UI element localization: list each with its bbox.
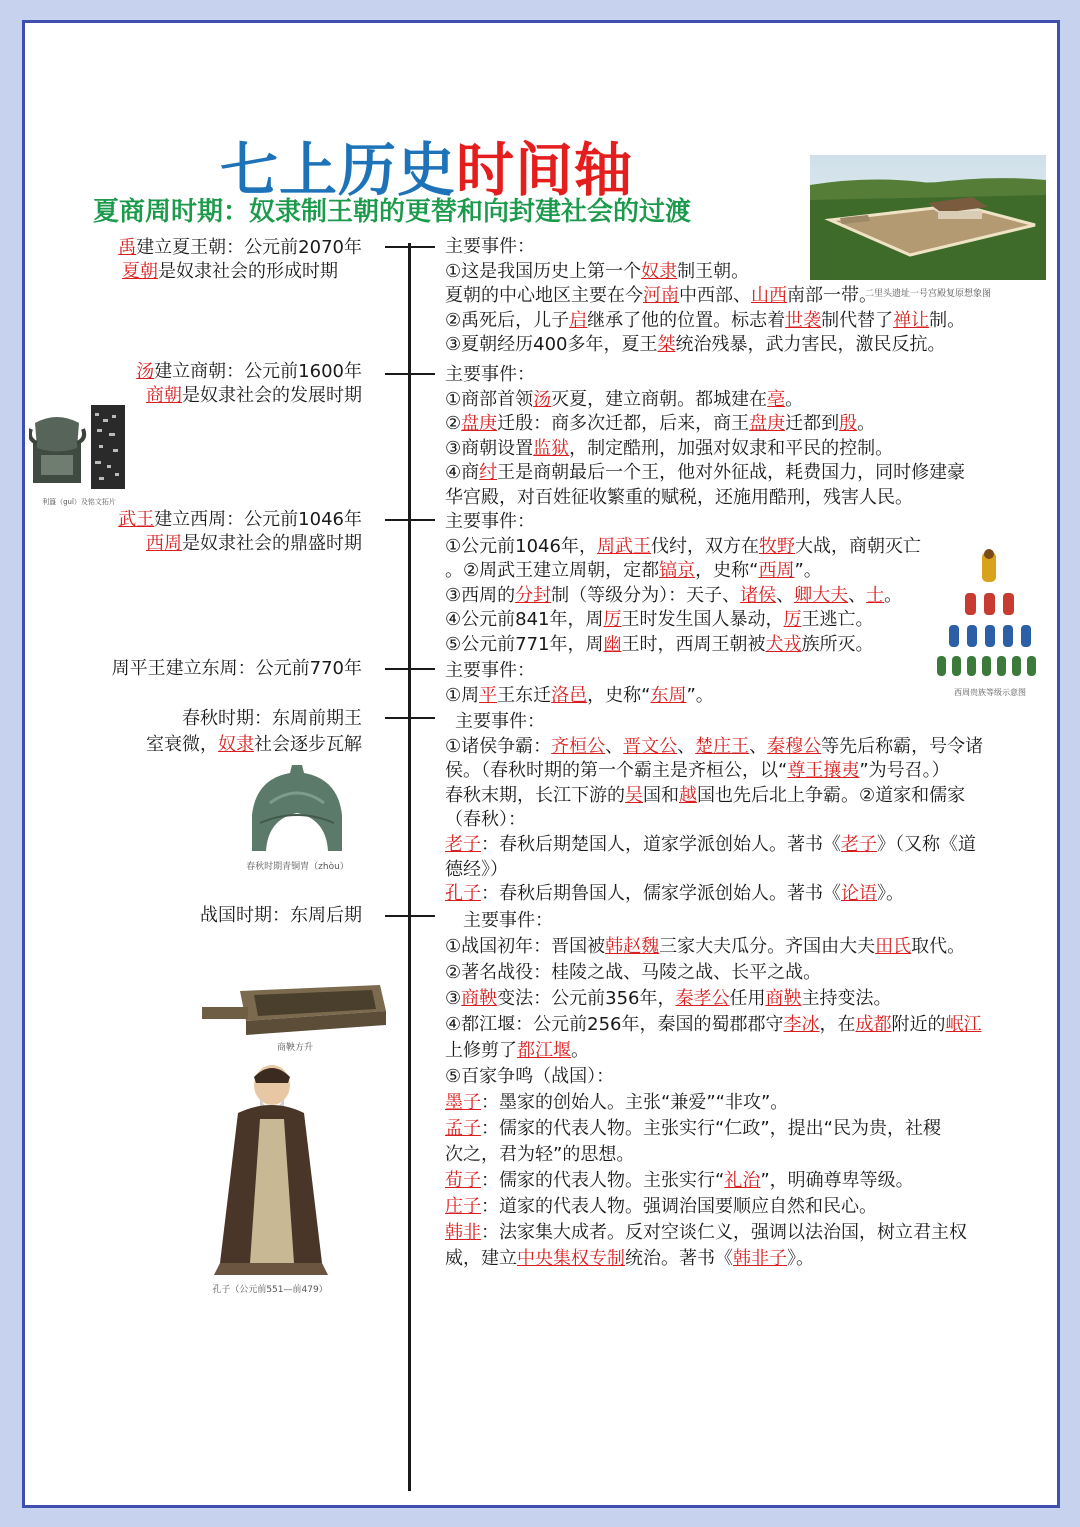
shengfang-caption: 商鞅方升 (276, 1043, 313, 1053)
event-text: ①这是我国历史上第一个 (445, 260, 642, 282)
helmet-caption: 春秋时期青铜胄（zhòu） (246, 862, 349, 872)
events-header: 主要事件： (445, 236, 535, 257)
keyword-highlight: 孟子 (445, 1118, 481, 1139)
event-line (445, 858, 1045, 883)
event-text: 侯。（春秋时期的第一个霸主是齐桓公，以“ (445, 760, 788, 782)
timeline-tick-xizhou (385, 519, 435, 521)
event-text: 。 (785, 388, 804, 410)
event-text: 。 (884, 584, 903, 606)
event-text: 迁殷：商多次迁都，后来，商王 (497, 413, 750, 435)
event-text: ④公元前841年，周 (445, 609, 604, 631)
keyword-highlight: 厉 (603, 609, 622, 631)
event-text: 制代替了 (821, 309, 894, 331)
keyword-highlight: 论语 (841, 883, 877, 905)
keyword-highlight: 庄子 (445, 1196, 481, 1217)
event-line (445, 882, 1045, 907)
keyword-highlight: 岷江 (945, 1014, 982, 1035)
page (22, 20, 1060, 1508)
event-line (445, 986, 1045, 1012)
event-text: 国和 (643, 784, 679, 806)
keyword-highlight: 韩非 (445, 1222, 481, 1243)
event-text: ①战国初年：晋国被 (445, 936, 606, 957)
event-text: 王时发生国人暴动， (621, 609, 784, 631)
event-text: 中西部、 (679, 285, 751, 307)
event-text: 族所灭。 (801, 633, 874, 655)
period-label-dongzhou: 周平王建立东周：公元前770年 (111, 658, 362, 679)
confucius-illustration (200, 1063, 340, 1298)
event-line (445, 784, 1045, 809)
keyword-highlight: 齐桓公 (551, 735, 606, 757)
event-line (445, 1142, 1045, 1168)
event-text: 上修剪了 (445, 1040, 517, 1061)
event-line (445, 833, 1045, 858)
keyword-highlight: 孔子 (445, 883, 481, 905)
event-text: ③ (445, 988, 462, 1009)
event-line (445, 1194, 1045, 1220)
event-text: 》（又称《道 (877, 833, 976, 855)
event-text: 。②周武王建立周朝，定都 (445, 560, 660, 582)
event-text: 夏朝的中心地区主要在今 (445, 285, 643, 307)
keyword-highlight: 中央集权专制 (517, 1248, 625, 1269)
keyword-highlight: 卿大夫 (794, 584, 849, 606)
event-text: ，史称“ (695, 560, 759, 582)
event-text: 华宫殿，对百姓征收繁重的赋税，还施用酷刑，残害人民。 (445, 486, 913, 508)
event-line (445, 333, 1045, 358)
event-text: 德经》） (445, 858, 508, 880)
events-chunqiu (445, 710, 1045, 907)
event-text: 等先后称霸，号令诸 (821, 735, 984, 757)
event-text: 威，建立 (445, 1248, 517, 1269)
event-line (445, 608, 1045, 633)
events-header: 主要事件： (445, 511, 535, 532)
keyword-highlight: 平 (479, 684, 498, 706)
event-line (445, 1090, 1045, 1116)
pyramid-caption: 西周贵族等级示意图 (954, 688, 1026, 697)
event-text: 、 (776, 584, 795, 606)
event-text: 次之，君为轻”的思想。 (445, 1144, 635, 1165)
event-text: 王时，西周王朝被 (621, 633, 766, 655)
keyword-highlight: 牧野 (758, 535, 795, 557)
event-text: 。 (571, 1040, 589, 1061)
page-title: 七上历史时间轴 (220, 136, 634, 204)
event-line (445, 461, 1045, 486)
keyword-highlight: 尊王攘夷 (787, 760, 860, 782)
event-text: 、 (605, 735, 624, 757)
timeline-tick-shang (385, 373, 435, 375)
events-shang (445, 363, 1045, 511)
keyword-highlight: 秦孝公 (675, 988, 730, 1009)
event-line (445, 412, 1045, 437)
event-line (445, 1168, 1045, 1194)
keyword-highlight: 殷 (839, 413, 858, 435)
timeline-axis (408, 243, 411, 1491)
event-text: 迁都到 (785, 413, 840, 435)
events-xia (445, 235, 1045, 358)
event-text: ①诸侯争霸： (445, 735, 552, 757)
event-line (445, 960, 1045, 986)
keyword-highlight: 周武王 (596, 535, 651, 557)
event-line (445, 437, 1045, 462)
palace-caption: 二里头遗址一号宫殿复原想象图 (864, 289, 991, 299)
timeline-tick-zhanguo (385, 915, 435, 917)
event-line (445, 260, 1045, 285)
keyword-highlight: 韩非子 (733, 1248, 787, 1269)
event-text: 王东迁 (497, 684, 552, 706)
period-label-xizhou: 武王建立西周：公元前1046年 西周是奴隶社会的鼎盛时期 (118, 509, 362, 554)
event-line (445, 934, 1045, 960)
keyword-highlight: 诸侯 (740, 584, 777, 606)
event-text: ”为号召。） (859, 760, 950, 782)
event-text: 伐纣，双方在 (650, 535, 759, 557)
period-label-chunqiu: 春秋时期：东周前期王 室衰微，奴隶社会逐步瓦解 (146, 708, 362, 755)
event-text: ③夏朝经历400多年，夏王 (445, 334, 658, 356)
events-zhanguo (445, 908, 1045, 1272)
event-text: ④都江堰：公元前256年，秦国的蜀郡郡守 (445, 1014, 784, 1035)
event-text: ：道家的代表人物。强调治国要顺应自然和民心。 (481, 1196, 877, 1217)
event-text: 王是商朝最后一个王，他对外征战，耗费国力，同时修建豪 (497, 462, 966, 484)
keyword-highlight: 西周 (758, 560, 795, 582)
events-header: 主要事件： (455, 711, 545, 732)
event-text: 王逃亡。 (801, 609, 874, 631)
events-header: 主要事件： (445, 364, 535, 385)
event-text: 灭夏，建立商朝。都城建在 (551, 388, 768, 410)
gui-image (29, 403, 129, 493)
keyword-highlight: 山西 (751, 285, 787, 307)
keyword-highlight: 田氏 (875, 936, 912, 957)
keyword-highlight: 礼治 (724, 1170, 761, 1191)
event-line (445, 388, 1045, 413)
keyword-highlight: 成都 (855, 1014, 892, 1035)
gui-illustration (29, 403, 129, 506)
keyword-highlight: 亳 (767, 388, 786, 410)
event-text: 继承了他的位置。标志着 (587, 309, 786, 331)
keyword-highlight: 晋文公 (623, 735, 678, 757)
shengfang-illustration (200, 981, 390, 1056)
event-text: ”。 (794, 560, 822, 582)
period-label-shang: 汤建立商朝：公元前1600年 商朝是奴隶社会的发展时期 (136, 361, 362, 406)
event-text: ④商 (445, 462, 480, 484)
event-text: 大战，商朝灭亡 (794, 535, 921, 557)
event-text: 、 (749, 735, 768, 757)
event-text: ：儒家的代表人物。主张实行“ (481, 1170, 725, 1191)
keyword-highlight: 桀 (657, 334, 676, 356)
event-text: ”，明确尊卑等级。 (760, 1170, 914, 1191)
confucius-caption: 孔子（公元前551—前479） (212, 1285, 328, 1295)
event-text: ③商朝设置 (445, 437, 534, 459)
event-text: 国也先后北上争霸。②道家和儒家 (697, 784, 966, 806)
keyword-highlight: 都江堰 (517, 1040, 571, 1061)
events-xizhou (445, 510, 1045, 658)
events-dongzhou (445, 659, 1045, 708)
event-line (445, 486, 1045, 511)
keyword-highlight: 监狱 (533, 437, 570, 459)
event-text: 主持变法。 (801, 988, 892, 1009)
event-text: 三家大夫瓜分。齐国由大夫 (659, 936, 876, 957)
event-line (445, 1064, 1045, 1090)
event-text: 、 (677, 735, 696, 757)
event-line (445, 633, 1045, 658)
keyword-highlight: 镐京 (659, 560, 696, 582)
keyword-highlight: 楚庄王 (695, 735, 750, 757)
event-line (445, 284, 1045, 309)
keyword-highlight: 启 (569, 309, 588, 331)
keyword-highlight: 纣 (479, 462, 498, 484)
keyword-highlight: 吴 (625, 784, 643, 806)
keyword-highlight: 奴隶 (641, 260, 678, 282)
keyword-highlight: 犬戎 (765, 633, 802, 655)
event-line (445, 1012, 1045, 1038)
shengfang-image (200, 981, 390, 1036)
keyword-highlight: 商鞅 (461, 988, 498, 1009)
event-line (445, 559, 1045, 584)
event-text: ①商部首领 (445, 388, 534, 410)
keyword-highlight: 汤 (533, 388, 552, 410)
keyword-highlight: 禅让 (893, 309, 930, 331)
keyword-highlight: 秦穆公 (767, 735, 822, 757)
events-header: 主要事件： (445, 660, 535, 681)
keyword-highlight: 韩赵魏 (605, 936, 660, 957)
helmet-image (230, 763, 365, 855)
event-text: 变法：公元前356年， (497, 988, 676, 1009)
event-text: 统治。著书《 (625, 1248, 733, 1269)
keyword-highlight: 老子 (841, 833, 877, 855)
keyword-highlight: 洛邑 (551, 684, 588, 706)
keyword-highlight: 墨子 (445, 1092, 481, 1113)
event-line (445, 808, 1045, 833)
event-text: ②著名战役：桂陵之战、马陵之战、长平之战。 (445, 962, 822, 983)
keyword-highlight: 越 (679, 784, 697, 806)
helmet-illustration (230, 763, 365, 873)
keyword-highlight: 分封 (515, 584, 552, 606)
event-text: ，在 (819, 1014, 856, 1035)
keyword-highlight: 东周 (650, 684, 687, 706)
event-text: ：春秋后期鲁国人，儒家学派创始人。著书《 (481, 883, 841, 905)
event-line (445, 759, 1045, 784)
keyword-highlight: 幽 (603, 633, 622, 655)
event-line (445, 684, 1045, 709)
event-text: ⑤百家争鸣（战国）： (445, 1066, 615, 1087)
event-text: ：法家集大成者。反对空谈仁义，强调以法治国，树立君主权 (481, 1222, 967, 1243)
event-text: 。 (857, 413, 876, 435)
event-text: ，制定酷刑，加强对奴隶和平民的控制。 (569, 437, 894, 459)
event-text: ：春秋后期楚国人，道家学派创始人。著书《 (481, 833, 841, 855)
keyword-highlight: 商鞅 (765, 988, 802, 1009)
event-text: 春秋末期，长江下游的 (445, 784, 625, 806)
confucius-image (200, 1063, 340, 1278)
event-text: 统治残暴，武力害民，激民反抗。 (675, 334, 946, 356)
keyword-highlight: 河南 (643, 285, 679, 307)
event-text: 任用 (729, 988, 766, 1009)
timeline-tick-xia (385, 246, 435, 248)
event-line (445, 584, 1045, 609)
event-line (445, 1246, 1045, 1272)
event-text: ⑤公元前771年，周 (445, 633, 604, 655)
event-text: ③西周的 (445, 584, 516, 606)
event-line (445, 1038, 1045, 1064)
period-label-zhanguo: 战国时期：东周后期 (200, 905, 362, 926)
event-line (445, 1116, 1045, 1142)
event-line (445, 309, 1045, 334)
event-text: 》。 (877, 883, 904, 905)
event-text: ② (445, 413, 462, 435)
event-line (445, 535, 1045, 560)
event-line (445, 1220, 1045, 1246)
events-header: 主要事件： (463, 910, 553, 931)
keyword-highlight: 厉 (783, 609, 802, 631)
event-text: ：墨家的创始人。主张“兼爱”“非攻”。 (481, 1092, 789, 1113)
gui-caption: 利簋（guǐ）及铭文拓片 (42, 498, 116, 506)
event-line (445, 735, 1045, 760)
keyword-highlight: 老子 (445, 833, 481, 855)
event-text: ”。 (686, 684, 714, 706)
timeline-tick-chunqiu (385, 717, 435, 719)
keyword-highlight: 士 (866, 584, 885, 606)
event-text: ，史称“ (587, 684, 651, 706)
event-text: ①周 (445, 684, 480, 706)
event-text: 取代。 (911, 936, 966, 957)
keyword-highlight: 世袭 (785, 309, 822, 331)
keyword-highlight: 盘庚 (461, 413, 498, 435)
event-text: 制（等级分为）：天子、 (551, 584, 741, 606)
event-text: ：儒家的代表人物。主张实行“仁政”，提出“民为贵，社稷 (481, 1118, 941, 1139)
event-text: 、 (848, 584, 867, 606)
event-text: 》。 (787, 1248, 814, 1269)
keyword-highlight: 荀子 (445, 1170, 481, 1191)
event-text: ②禹死后，儿子 (445, 309, 570, 331)
event-text: 制王朝。 (677, 260, 750, 282)
keyword-highlight: 盘庚 (749, 413, 786, 435)
keyword-highlight: 李冰 (783, 1014, 820, 1035)
timeline-tick-dongzhou (385, 668, 435, 670)
event-text: 制。 (929, 309, 966, 331)
event-text: 南部一带。 (787, 285, 877, 307)
event-text: ①公元前1046年， (445, 535, 597, 557)
event-text: （春秋）： (445, 809, 526, 831)
page-subtitle: 夏商周时期：奴隶制王朝的更替和向封建社会的过渡 (93, 197, 692, 227)
event-text: 附近的 (891, 1014, 946, 1035)
period-label-xia: 禹建立夏王朝：公元前2070年 夏朝是奴隶社会的形成时期 (118, 237, 362, 282)
